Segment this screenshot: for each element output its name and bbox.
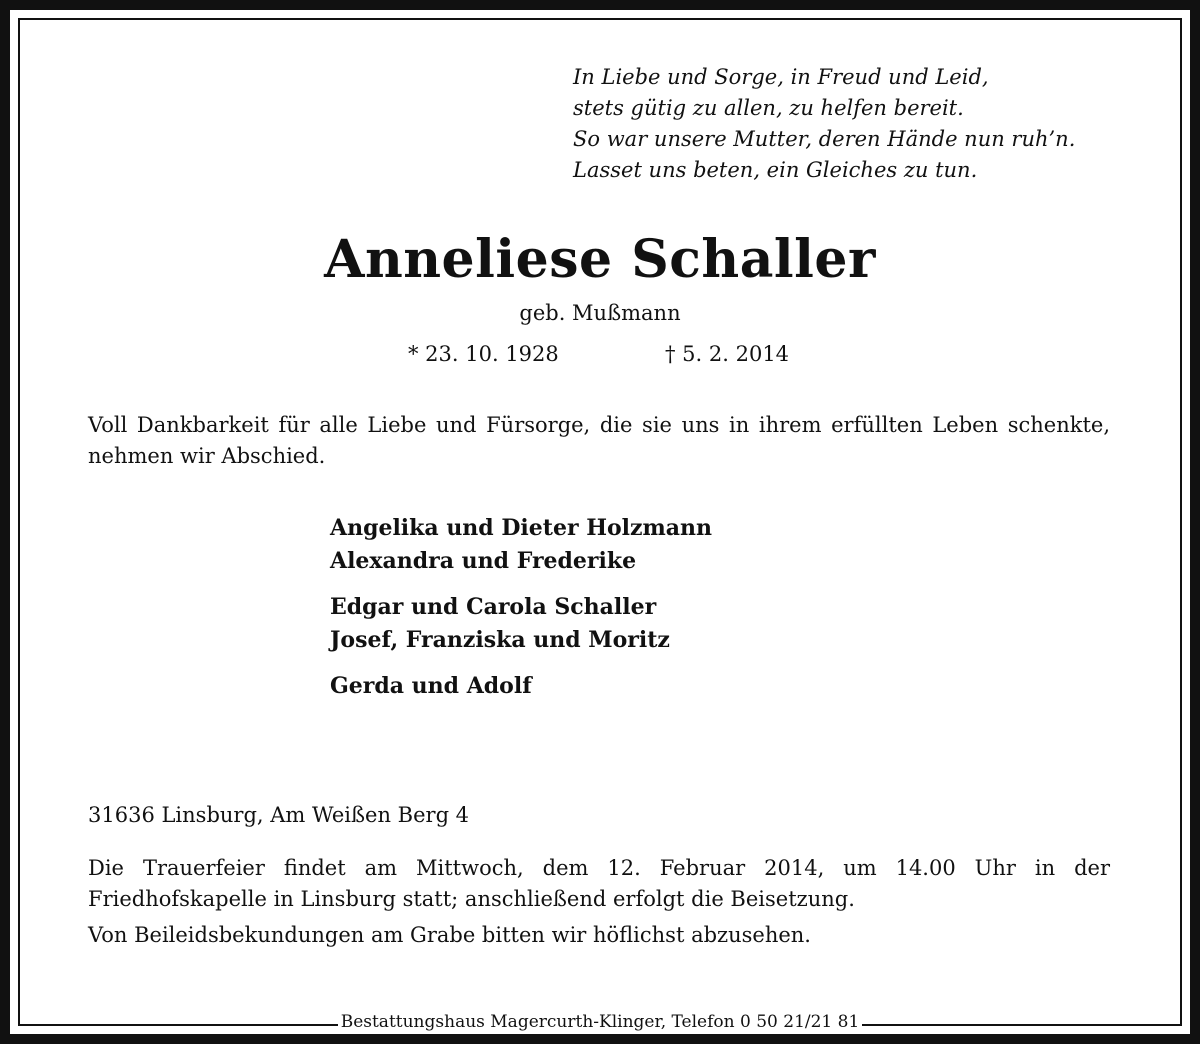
funeral-home-footer — [0, 1010, 1200, 1034]
mourner-line: Alexandra und Frederike — [330, 548, 637, 574]
mourner-group — [330, 512, 712, 578]
address: 31636 Linsburg, Am Weißen Berg 4 — [88, 803, 470, 827]
mourner-line: Angelika und Dieter Holzmann — [330, 515, 713, 541]
mourner-line: Edgar und Carola Schaller — [330, 594, 657, 620]
mourner-group — [330, 670, 712, 703]
intro-text: Voll Dankbarkeit für alle Liebe und Fürsorge, die sie uns in ihrem erfüllten Leben schenkte, nehmen wir Abschied. — [88, 413, 1110, 468]
birth-date: * 23. 10. 1928 — [408, 342, 559, 366]
poem-line: In Liebe und Sorge, in Freud und Leid, — [573, 65, 989, 89]
mourners-list — [330, 512, 712, 716]
funeral-home-label: Bestattungshaus Magercurth-Klinger, Telefon 0 50 21/21 81 — [338, 1012, 863, 1032]
poem-line: So war unsere Mutter, deren Hände nun ruh’n. — [573, 127, 1076, 151]
mourner-group — [330, 591, 712, 657]
death-date: † 5. 2. 2014 — [665, 342, 790, 366]
poem-line: Lasset uns beten, ein Gleiches zu tun. — [573, 158, 978, 182]
poem — [573, 62, 1075, 186]
funeral-service-text: Die Trauerfeier findet am Mittwoch, dem 12. Februar 2014, um 14.00 Uhr in der Friedhofskapelle in Linsburg statt; anschließend erfolgt die Beisetzung. — [88, 856, 1110, 911]
deceased-name: Anneliese Schaller — [324, 229, 876, 290]
mourner-line: Gerda und Adolf — [330, 673, 532, 699]
poem-line: stets gütig zu allen, zu helfen bereit. — [573, 96, 964, 120]
condolence-request: Von Beileidsbekundungen am Grabe bitten wir höflichst abzusehen. — [88, 923, 811, 947]
mourner-line: Josef, Franziska und Moritz — [330, 627, 670, 653]
maiden-name: geb. Mußmann — [519, 301, 681, 325]
